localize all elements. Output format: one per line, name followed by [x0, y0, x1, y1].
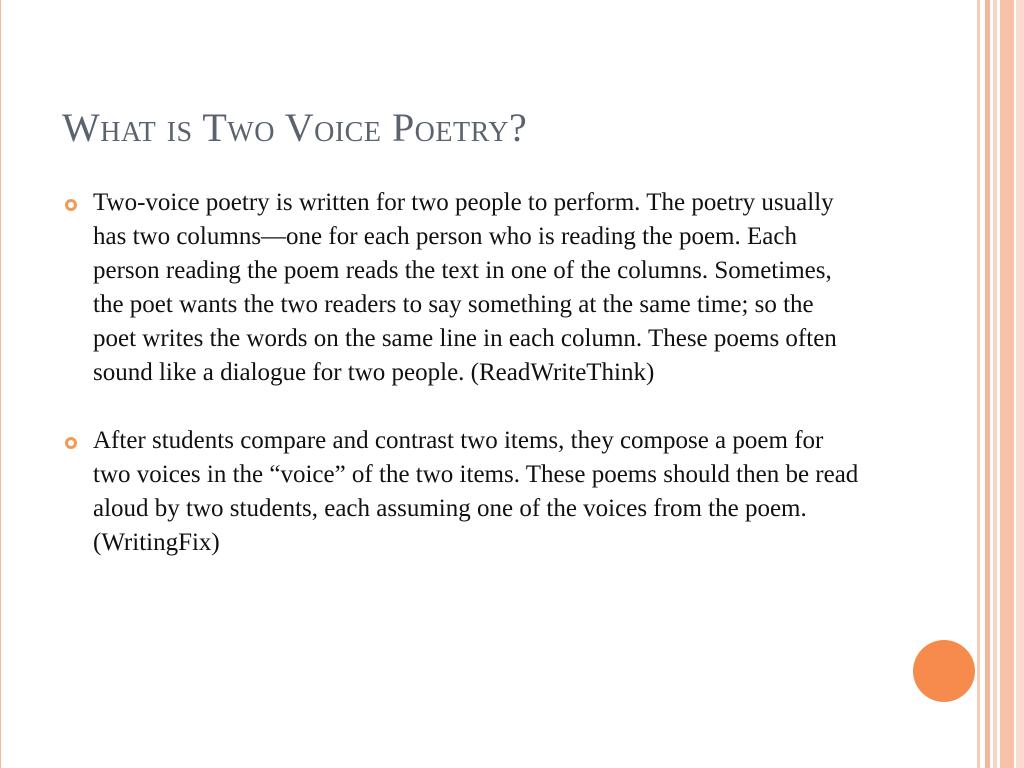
hollow-circle-bullet-icon: [65, 199, 77, 211]
bullet-list: [60, 186, 860, 560]
bullet-item-1: [60, 186, 860, 390]
bullet-text-2: After students compare and contrast two items, they compose a poem for two voices in the “voice” of the two items. These poems should then be read aloud by two students, each assuming one of the voices from the poem. (WritingFix): [93, 427, 859, 556]
left-border-line: [0, 0, 1, 768]
right-stripe-1: [977, 0, 980, 768]
slide-title: What is Two Voice Poetry?: [62, 105, 528, 150]
bullet-text-1: Two-voice poetry is written for two people to perform. The poetry usually has two columns—one for each person who is reading the poem. Each person reading the poem reads the text in one of the columns. Sometimes, the poet wants the two readers to say something at the same time; so the poet writes the words on the same line in each column. These poems often sound like a dialogue for two people. (ReadWriteThink): [93, 189, 837, 386]
right-stripe-5: [1016, 0, 1024, 768]
orange-circle-icon: [913, 640, 975, 702]
right-stripe-4: [1000, 0, 1014, 768]
bullet-item-2: [60, 424, 860, 560]
right-stripe-2: [985, 0, 990, 768]
hollow-circle-bullet-icon: [65, 437, 77, 449]
right-stripe-3: [993, 0, 997, 768]
